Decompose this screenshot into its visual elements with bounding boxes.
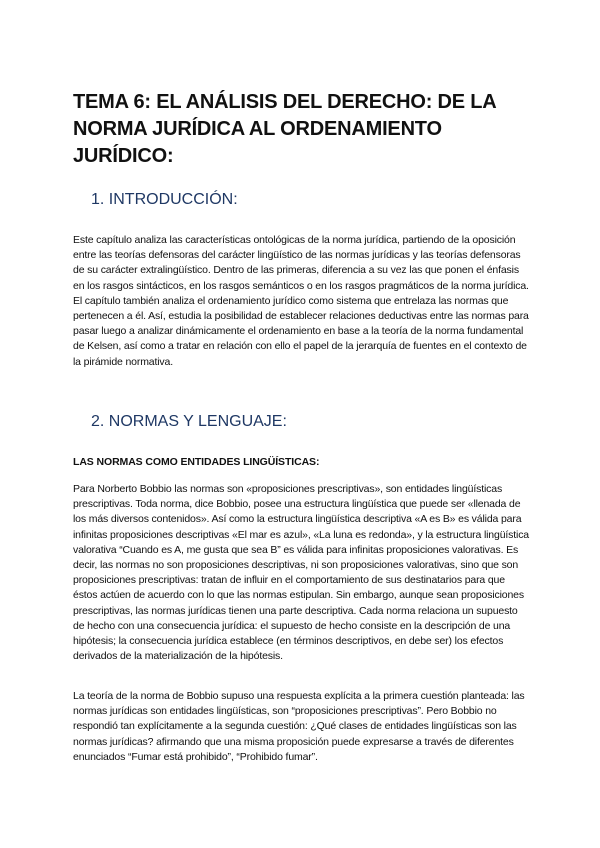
section-heading-introduccion: 1. INTRODUCCIÓN: xyxy=(91,191,238,208)
paragraph: Para Norberto Bobbio las normas son «proposiciones prescriptivas», son entidades lingüísticas prescriptivas. Toda norma, dice Bobbio, posee una estructura lingüística que puede ser «llenada de los más diversos contenidos». Así como la estructura lingüística descriptiva «A es B» es válida para infinitas proposiciones descriptivas «El mar es azul», «La luna es redonda», y la estructura lingüística valorativa “Cuando es A, me gusta que sea B” es válida para infinitas proposiciones valorativas. Es decir, las normas no son proposiciones descriptivas, ni son proposiciones valorativas, sino que son proposiciones prescriptivas: tratan de influir en el comportamiento de sus destinatarios para que éstos actúen de acuerdo con lo que las normas estipulan. Sin embargo, aunque sean proposiciones prescriptivas, las normas jurídicas tienen una parte descriptiva. Cada norma relaciona un supuesto de hecho con una consecuencia jurídica: el supuesto de hecho consiste en la descripción de una hipótesis; la consecuencia jurídica establece (en términos descriptivos, en debe ser) los efectos derivados de la materialización de la hipótesis. xyxy=(73,483,529,663)
section-heading-normas-y-lenguaje: 2. NORMAS Y LENGUAJE: xyxy=(91,413,287,430)
paragraph: Este capítulo analiza las características ontológicas de la norma jurídica, partiendo de la oposición entre las teorías defensoras del carácter lingüístico de las normas jurídicas y las teorías defensoras de su carácter extralingüístico. Dentro de las primeras, diferencia a su vez las que ponen el énfasis en los rasgos sintácticos, en los rasgos semánticos o en los rasgos pragmáticos de la norma jurídica. El capítulo también analiza el ordenamiento jurídico como sistema que entrelaza las normas que pertenecen a él. Así, estudia la posibilidad de establecer relaciones deductivas entre las normas para pasar luego a analizar dinámicamente el ordenamiento en base a la teoría de la norma fundamental de Kelsen, así como a tratar en relación con ello el papel de la jerarquía de fuentes en el contexto de la pirámide normativa. xyxy=(73,234,529,368)
paragraph: La teoría de la norma de Bobbio supuso una respuesta explícita a la primera cuestión planteada: las normas jurídicas son entidades lingüísticas, son “proposiciones prescriptivas”. Pero Bobbio no respondió tan explícitamente a la segunda cuestión: ¿Qué clases de entidades lingüísticas son las normas jurídicas? afirmando que una misma proposición puede expresarse a través de diferentes enunciados “Fumar está prohibido”, “Prohibido fumar”. xyxy=(73,690,525,763)
subheading: LAS NORMAS COMO ENTIDADES LINGÜÍSTICAS: xyxy=(73,456,320,468)
document-title: TEMA 6: EL ANÁLISIS DEL DERECHO: DE LA NORMA JURÍDICA AL ORDENAMIENTO JURÍDICO: xyxy=(73,91,496,167)
